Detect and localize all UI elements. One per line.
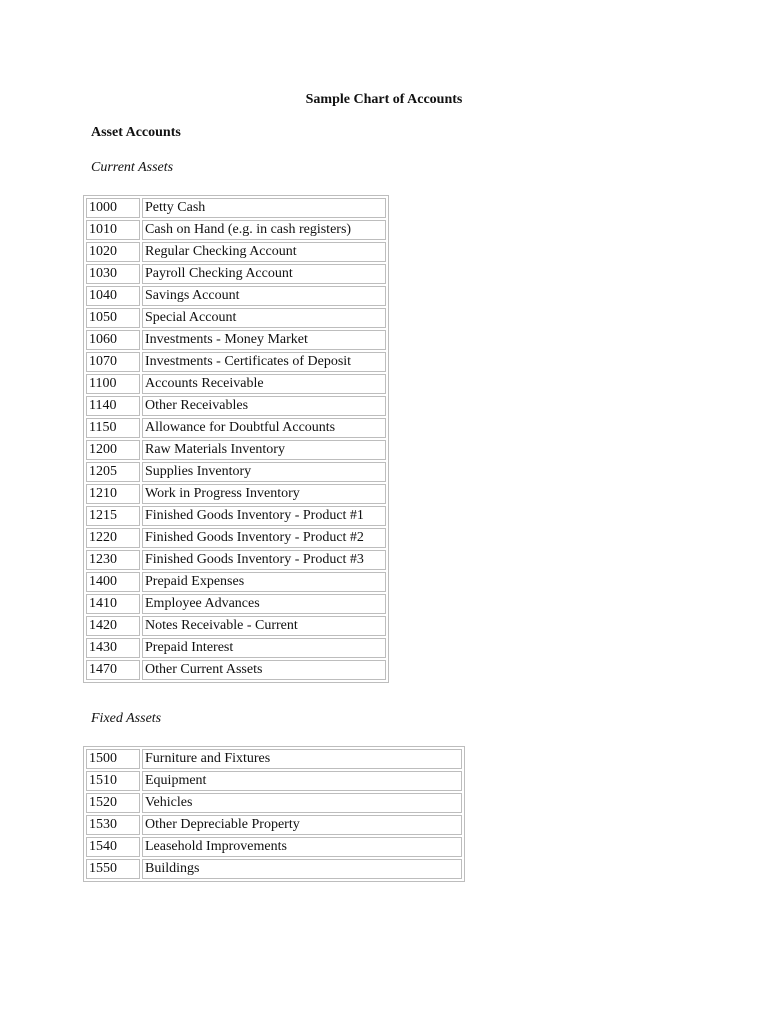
account-code: 1210: [86, 484, 140, 504]
account-name: Special Account: [142, 308, 386, 328]
account-name: Finished Goods Inventory - Product #2: [142, 528, 386, 548]
account-name: Savings Account: [142, 286, 386, 306]
account-code: 1500: [86, 749, 140, 769]
account-name: Supplies Inventory: [142, 462, 386, 482]
account-name: Payroll Checking Account: [142, 264, 386, 284]
table-row: [86, 815, 462, 835]
table-row: [86, 418, 386, 438]
account-code: 1040: [86, 286, 140, 306]
account-name: Work in Progress Inventory: [142, 484, 386, 504]
table-row: [86, 550, 386, 570]
table-row: [86, 330, 386, 350]
account-name: Other Depreciable Property: [142, 815, 462, 835]
current-assets-table: [83, 195, 389, 683]
table-row: [86, 352, 386, 372]
account-name: Buildings: [142, 859, 462, 879]
section-title-asset-accounts: Asset Accounts: [91, 125, 181, 140]
subsection-title-fixed-assets: Fixed Assets: [91, 711, 162, 726]
account-code: 1430: [86, 638, 140, 658]
page-title: Sample Chart of Accounts: [305, 92, 463, 107]
account-name: Prepaid Expenses: [142, 572, 386, 592]
account-name: Cash on Hand (e.g. in cash registers): [142, 220, 386, 240]
account-name: Equipment: [142, 771, 462, 791]
table-row: [86, 462, 386, 482]
account-code: 1470: [86, 660, 140, 680]
account-name: Leasehold Improvements: [142, 837, 462, 857]
table-row: [86, 198, 386, 218]
table-row: [86, 506, 386, 526]
account-name: Employee Advances: [142, 594, 386, 614]
account-name: Finished Goods Inventory - Product #3: [142, 550, 386, 570]
table-row: [86, 594, 386, 614]
table-row: [86, 220, 386, 240]
table-row: [86, 242, 386, 262]
account-name: Prepaid Interest: [142, 638, 386, 658]
account-code: 1020: [86, 242, 140, 262]
table-row: [86, 374, 386, 394]
table-row: [86, 660, 386, 680]
table-row: [86, 749, 462, 769]
account-name: Other Receivables: [142, 396, 386, 416]
account-code: 1070: [86, 352, 140, 372]
account-code: 1230: [86, 550, 140, 570]
account-name: Petty Cash: [142, 198, 386, 218]
table-row: [86, 616, 386, 636]
table-row: [86, 396, 386, 416]
account-code: 1030: [86, 264, 140, 284]
subsection-title-current-assets: Current Assets: [91, 160, 174, 175]
account-name: Raw Materials Inventory: [142, 440, 386, 460]
table-row: [86, 572, 386, 592]
account-code: 1410: [86, 594, 140, 614]
account-code: 1530: [86, 815, 140, 835]
account-code: 1220: [86, 528, 140, 548]
account-code: 1400: [86, 572, 140, 592]
account-name: Finished Goods Inventory - Product #1: [142, 506, 386, 526]
table-row: [86, 286, 386, 306]
account-code: 1550: [86, 859, 140, 879]
account-code: 1060: [86, 330, 140, 350]
account-code: 1215: [86, 506, 140, 526]
account-code: 1050: [86, 308, 140, 328]
account-code: 1140: [86, 396, 140, 416]
table-row: [86, 440, 386, 460]
account-name: Notes Receivable - Current: [142, 616, 386, 636]
account-name: Accounts Receivable: [142, 374, 386, 394]
account-name: Other Current Assets: [142, 660, 386, 680]
table-row: [86, 308, 386, 328]
table-row: [86, 638, 386, 658]
account-name: Regular Checking Account: [142, 242, 386, 262]
account-name: Investments - Money Market: [142, 330, 386, 350]
account-code: 1520: [86, 793, 140, 813]
account-name: Vehicles: [142, 793, 462, 813]
table-row: [86, 264, 386, 284]
account-code: 1205: [86, 462, 140, 482]
account-code: 1100: [86, 374, 140, 394]
account-code: 1420: [86, 616, 140, 636]
account-code: 1000: [86, 198, 140, 218]
table-row: [86, 859, 462, 879]
account-code: 1510: [86, 771, 140, 791]
table-row: [86, 528, 386, 548]
account-code: 1540: [86, 837, 140, 857]
account-code: 1010: [86, 220, 140, 240]
table-row: [86, 837, 462, 857]
fixed-assets-table: [83, 746, 465, 882]
account-code: 1150: [86, 418, 140, 438]
table-row: [86, 793, 462, 813]
account-name: Furniture and Fixtures: [142, 749, 462, 769]
account-name: Allowance for Doubtful Accounts: [142, 418, 386, 438]
table-row: [86, 771, 462, 791]
account-name: Investments - Certificates of Deposit: [142, 352, 386, 372]
table-row: [86, 484, 386, 504]
account-code: 1200: [86, 440, 140, 460]
